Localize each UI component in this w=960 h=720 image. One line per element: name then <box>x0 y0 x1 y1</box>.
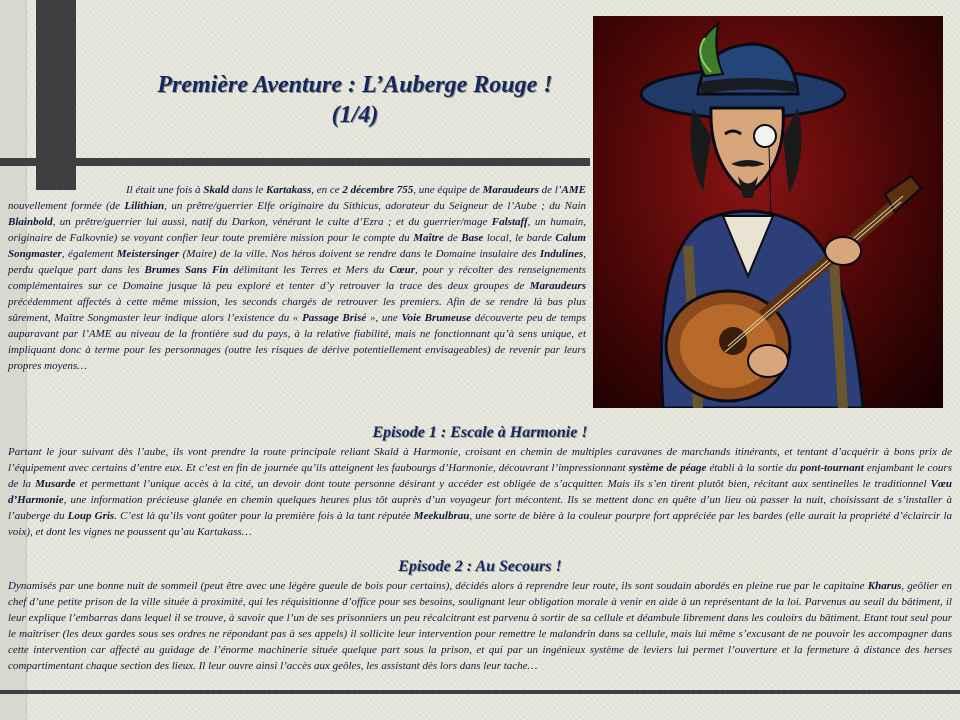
text-run: . C’est là qu’ils vont goûter pour la première fois à la tant réputée <box>114 510 414 522</box>
intro-paragraph <box>8 182 586 374</box>
text-run: dans le <box>229 184 266 196</box>
episode2-body <box>8 578 952 674</box>
text-run: Il était une fois à <box>126 184 204 196</box>
page-title <box>120 70 590 130</box>
bold-term: Meistersinger <box>116 248 180 260</box>
text-run: local, le barde <box>483 232 556 244</box>
bard-illustration <box>593 16 943 408</box>
text-run: Partant le jour suivant dès l’aube, ils vont prendre la route principale reliant Skald à Harmonie, croisant en chemin de multiples caravanes de marchands itinérants, et tentant d’acquérir à bons prix de l’équipement avec certains d’entre eux. Et c’est en fin de journée qu’ils atteignent les faubourgs d’Harmonie, découvrant l’impressionnant <box>8 446 952 474</box>
bold-term: Musarde <box>35 478 76 490</box>
text-run: de <box>443 232 462 244</box>
bold-term: Loup Gris <box>67 510 115 522</box>
bold-term: Skald <box>203 184 230 196</box>
text-run: , également <box>61 248 117 260</box>
bold-term: système de péage <box>628 462 707 474</box>
text-run: , un prêtre/guerrier Elfe originaire du Sithicus, adorateur du Seigneur de l’Aube ; du Nain <box>164 200 586 212</box>
text-run: nouvellement formée (de <box>8 200 125 212</box>
text-run: , un prêtre/guerrier lui aussi, natif du Darkon, vénérant le culte d’Ezra ; et du guerrier/mage <box>52 216 492 228</box>
text-run: », une <box>366 312 402 324</box>
episode1-body <box>8 444 952 540</box>
text-run: , une information précieuse glanée en chemin quelques heures plus tôt auprès d’un voyageur fort mécontent. Ils se mettent donc en quête d’un lieu où passer la nuit, choisissant de s’installer à l’auberge du <box>8 494 952 522</box>
title-line-1: Première Aventure : L’Auberge Rouge ! <box>157 72 553 98</box>
bold-term: Meekulbrau <box>413 510 470 522</box>
bold-term: Indulines <box>539 248 584 260</box>
intro-text <box>8 184 586 372</box>
text-run: , en ce <box>311 184 343 196</box>
bold-term: AME <box>561 184 586 196</box>
bold-term: Maître <box>413 232 444 244</box>
text-run: , une sorte de bière à la couleur pourpre fort appréciée par les bardes (elle aurait la propriété d’éclaircir la voix), et dont les vignes ne poussent qu’au Kartakass… <box>8 510 953 538</box>
episode1-heading: Episode 1 : Escale à Harmonie ! <box>372 424 588 441</box>
title-line-2: (1/4) <box>331 102 379 128</box>
text-run: Dynamisés par une bonne nuit de sommeil (peut être avec une légère gueule de bois pour certains), décidés alors à reprendre leur route, ils sont soudain abordés en pleine rue par le capitaine <box>8 580 868 592</box>
bold-term: Vœu d’Harmonie <box>8 478 952 506</box>
text-run: et permettant l’unique accès à la cité, un devoir dont toute personne désirant y accéder est obligée de s’acquitter. Mais ils s’en tirent plutôt bien, récitant aux sentinelles le traditionnel <box>75 478 931 490</box>
bold-term: Falstaff <box>491 216 528 228</box>
bold-term: Cœur <box>389 264 415 276</box>
text-run: établi à la sortie du <box>706 462 801 474</box>
bold-term: Maraudeurs <box>529 280 586 292</box>
bold-term: Blainbold <box>8 216 53 228</box>
bold-term: Kharus <box>867 580 902 592</box>
text-run: , un humain, originaire de Falkovnie) se voyant confier leur toute première mission pour le compte du <box>8 216 587 244</box>
text-run: , une équipe de <box>413 184 483 196</box>
text-run: , perdu quelque part dans les <box>8 248 586 276</box>
text-run: , pour y récolter des renseignements complémentaires sur ce Domaine jusque là peu exploré et tenter d’y retrouver la trace des deux groupes de <box>8 264 586 292</box>
text-run: enjambant le cours de la <box>8 462 952 490</box>
bold-term: Calum Songmaster <box>8 232 586 260</box>
text-run: de l’ <box>538 184 562 196</box>
footer-rule <box>0 690 960 694</box>
bold-term: 2 décembre 755 <box>342 184 414 196</box>
header-rule <box>0 158 590 166</box>
bold-term: pont-tournant <box>800 462 864 474</box>
text-run: (Maire) de la ville. Nos héros doivent se rendre dans le Domaine insulaire des <box>179 248 540 260</box>
bard-portrait-image <box>593 16 943 408</box>
text-run: , geôlier en chef d’une petite prison de la ville située à proximité, qui les réquisitionne d’office pour ses besoins, soulignant leur obligation morale à venir en aide à un représentant de la loi. Parvenus au seuil du bâtiment, il leur explique l’embarras dans lequel il se trouve, à savoir que l’un de ses prisonniers un peu récalcitrant est parvenu à sortir de sa cellule et déambule librement dans les couloirs du bâtiment. Etant tout seul pour le maîtriser (les deux gardes sous ses ordres ne répondant pas à ses appels) il sollicite leur intervention pour remettre le malandrin dans sa cellule, mais lui même s’excusant de ne pouvoir les accompagner dans cette intervention car affecté au guidage de l’énorme machinerie située quelque part sous la prison, et qui par un ingénieux système de leviers lui permet l’ouverture et la fermeture à distance des herses compartimentant chaque section des lieux. Il leur ouvre ainsi l’accès aux geôles, les assistant dès lors dans leur tache… <box>8 580 952 672</box>
bold-term: Lilithian <box>124 200 165 212</box>
bold-term: Kartakass <box>266 184 312 196</box>
text-run: délimitant les Terres et Mers du <box>228 264 390 276</box>
bold-term: Base <box>461 232 484 244</box>
bold-term: Voie Brumeuse <box>401 312 472 324</box>
bold-term: Passage Brisé <box>302 312 367 324</box>
bold-term: Brumes Sans Fin <box>144 264 229 276</box>
episode2-heading: Episode 2 : Au Secours ! <box>398 558 562 575</box>
text-run: découverte peu de temps auparavant par l’AME au niveau de la frontière sud du pays, à la relative fiabilité, mais ne fonctionnant qu’à sens unique, et impliquant donc à terme pour les personnages (outre les risques de dérive potentiellement envisageables) de revenir par leurs propres moyens… <box>8 312 587 372</box>
bold-term: Maraudeurs <box>482 184 539 196</box>
text-run: précédemment affectés à cette même mission, les seconds chargés de retrouver les premiers. Afin de se rendre là bas plus sûrement, Maître Songmaster leur indique alors l’existence du « <box>8 296 586 324</box>
